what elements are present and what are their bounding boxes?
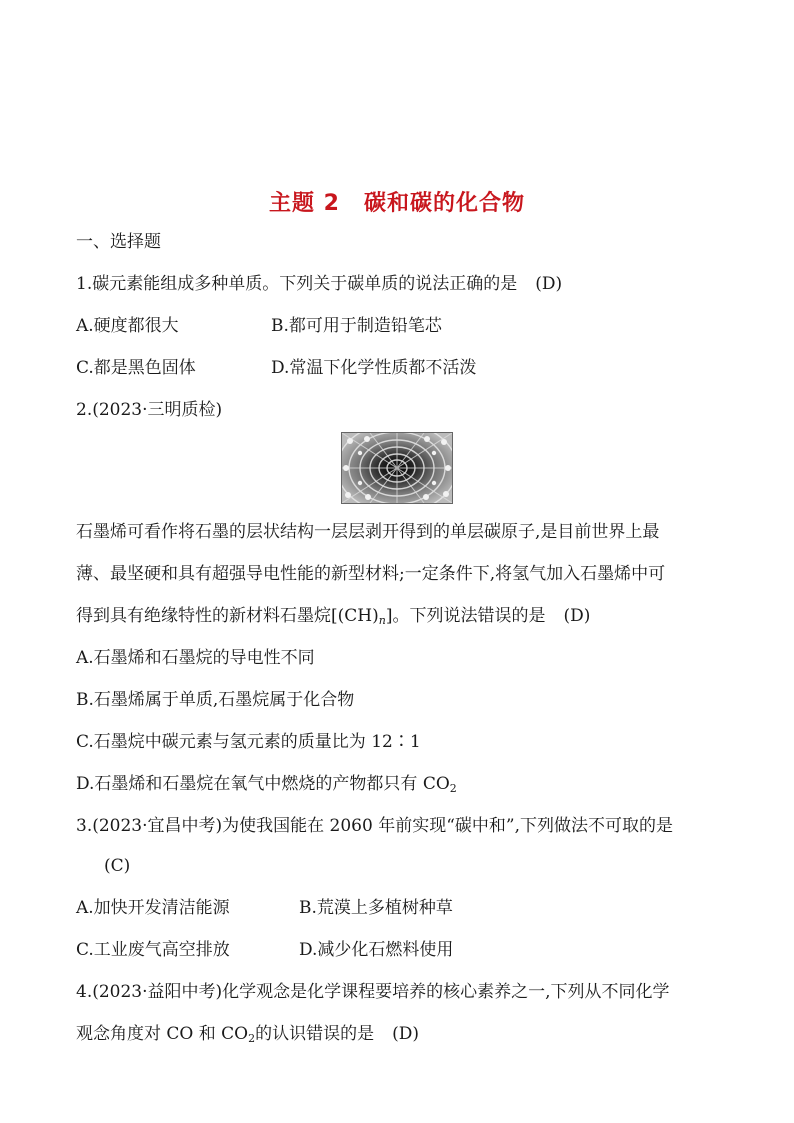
q3-option-c: C.工业废气高空排放 bbox=[76, 940, 230, 960]
q2-passage-line-1: 石墨烯可看作将石墨的层状结构一层层剥开得到的单层碳原子,是目前世界上最 bbox=[76, 522, 660, 542]
q4-line2-post: 的认识错误的是 bbox=[255, 1024, 375, 1044]
title-sub: 碳和碳的化合物 bbox=[363, 191, 525, 216]
q4-stem-line-2 bbox=[76, 1022, 419, 1046]
q2-passage-line-2: 薄、最坚硬和具有超强导电性能的新型材料;一定条件下,将氢气加入石墨烯中可 bbox=[76, 564, 666, 584]
q3-stem: 3.(2023·宜昌中考)为使我国能在 2060 年前实现“碳中和”,下列做法不可取的是 bbox=[76, 816, 674, 836]
q1-option-c: C.都是黑色固体 bbox=[76, 358, 196, 378]
q1-option-a: A.硬度都很大 bbox=[76, 316, 179, 336]
q2-passage-line-3 bbox=[76, 595, 726, 637]
q2-option-d-sub: 2 bbox=[449, 782, 457, 795]
q2-line3-sub: n bbox=[378, 614, 386, 627]
q4-stem-line-1: 4.(2023·益阳中考)化学观念是化学课程要培养的核心素养之一,下列从不同化学 bbox=[76, 982, 670, 1002]
q4-line2-sub: 2 bbox=[248, 1032, 256, 1045]
q2-line3-pre: 得到具有绝缘特性的新材料石墨烷[(CH) bbox=[76, 606, 379, 626]
q2-passage bbox=[76, 511, 726, 637]
title-main: 主题 2 bbox=[269, 191, 340, 216]
q2-line3-post: ]。下列说法错误的是 bbox=[385, 606, 546, 626]
q1-option-b: B.都可用于制造铅笔芯 bbox=[271, 316, 442, 336]
q3-option-d: D.减少化石燃料使用 bbox=[299, 940, 454, 960]
q2-option-b: B.石墨烯属于单质,石墨烷属于化合物 bbox=[76, 690, 355, 710]
q1-stem bbox=[76, 272, 562, 296]
q1-stem-text: 1.碳元素能组成多种单质。下列关于碳单质的说法正确的是 bbox=[76, 274, 518, 294]
q1-answer: (D) bbox=[535, 274, 563, 294]
q3-option-a: A.加快开发清洁能源 bbox=[76, 898, 230, 918]
q3-answer: (C) bbox=[104, 856, 131, 876]
q2-source: 2.(2023·三明质检) bbox=[76, 400, 223, 420]
q2-option-d bbox=[76, 772, 457, 796]
q2-option-a: A.石墨烯和石墨烷的导电性不同 bbox=[76, 648, 315, 668]
q4-line2-pre: 观念角度对 CO 和 CO bbox=[76, 1024, 249, 1044]
q3-option-b: B.荒漠上多植树种草 bbox=[299, 898, 453, 918]
graphene-tube-image bbox=[341, 432, 453, 504]
q4-answer: (D) bbox=[392, 1024, 420, 1044]
q1-option-d: D.常温下化学性质都不活泼 bbox=[271, 358, 477, 378]
q2-answer: (D) bbox=[563, 606, 591, 626]
q2-option-c: C.石墨烷中碳元素与氢元素的质量比为 12∶1 bbox=[76, 732, 421, 752]
q2-option-d-text: D.石墨烯和石墨烷在氧气中燃烧的产物都只有 CO bbox=[76, 774, 450, 794]
section-heading: 一、选择题 bbox=[76, 232, 161, 252]
page-title bbox=[0, 186, 794, 217]
